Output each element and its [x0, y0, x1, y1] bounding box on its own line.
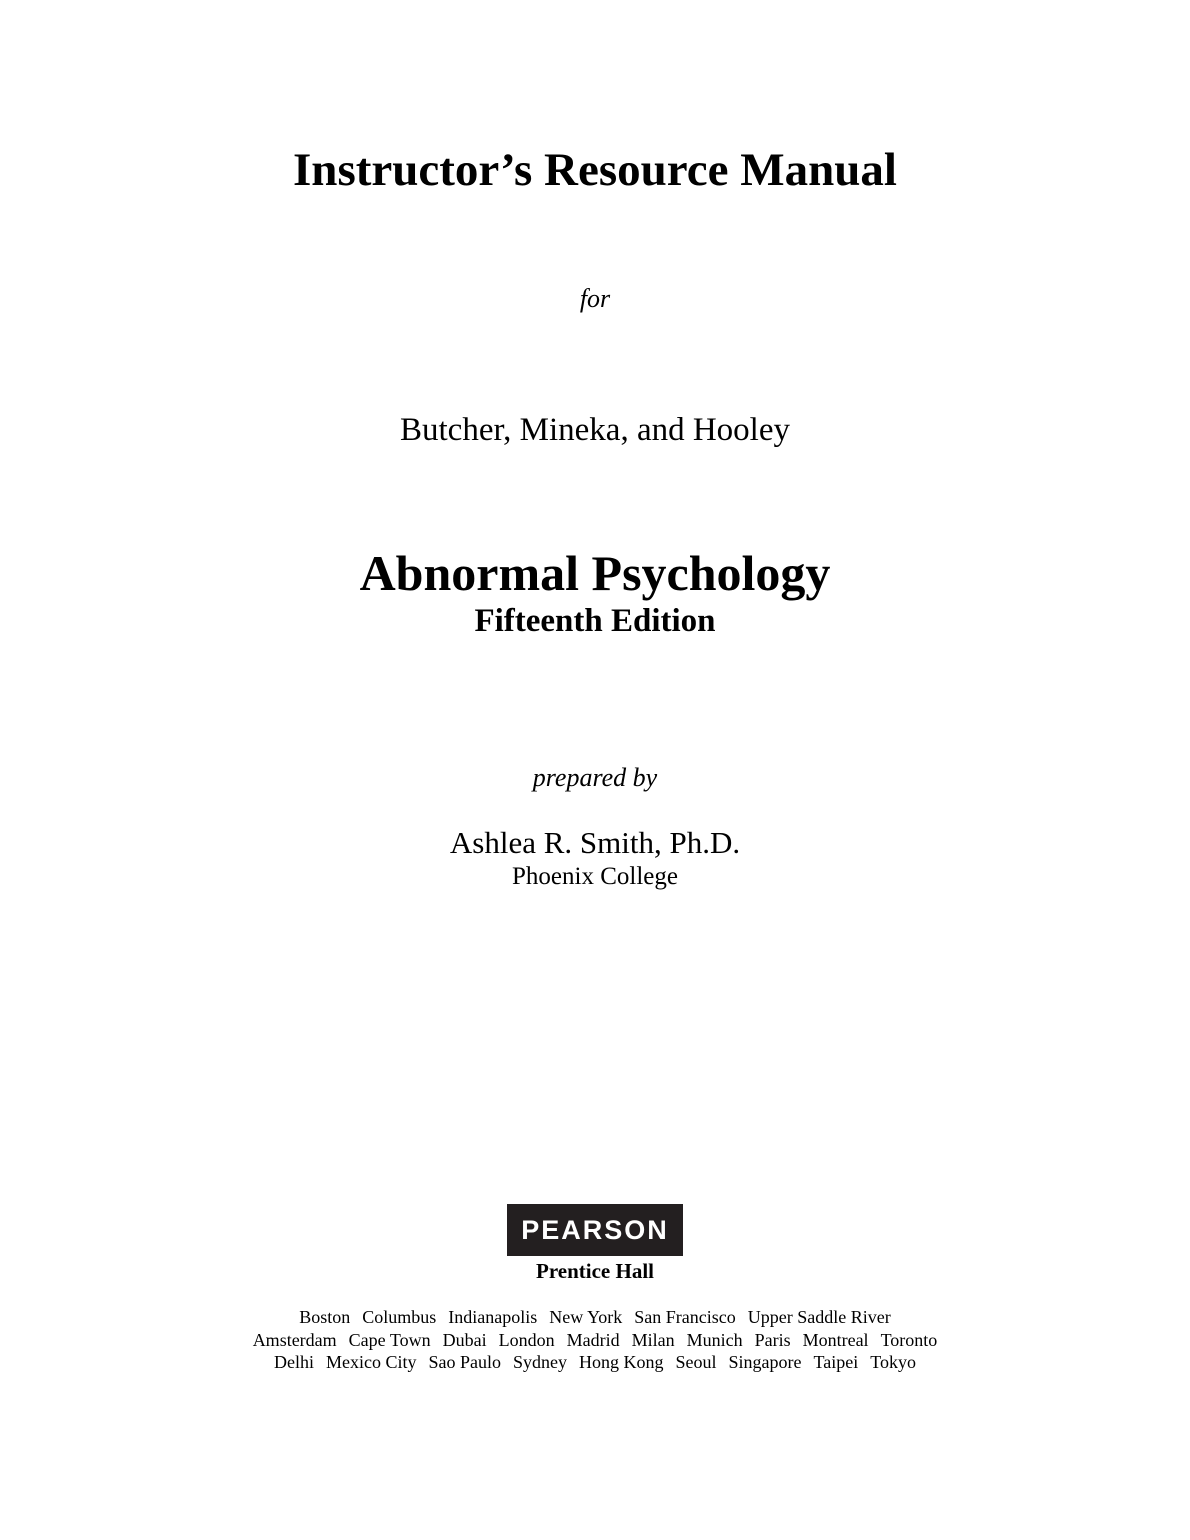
city-name: Milan: [631, 1330, 675, 1350]
city-name: Montreal: [802, 1330, 869, 1350]
city-name: Cape Town: [348, 1330, 431, 1350]
pearson-logo-text: PEARSON: [521, 1214, 669, 1245]
publisher-cities-line-3: [0, 1353, 1190, 1371]
publisher-imprint: Prentice Hall: [536, 1259, 654, 1283]
city-name: Sydney: [513, 1352, 568, 1372]
city-name: Singapore: [728, 1352, 802, 1372]
preparer-name: Ashlea R. Smith, Ph.D.: [449, 825, 741, 860]
publisher-cities-line-1: [0, 1308, 1190, 1326]
city-name: New York: [549, 1307, 623, 1327]
book-title: Abnormal Psychology: [359, 545, 831, 601]
city-name: Seoul: [675, 1352, 717, 1372]
city-name: Munich: [686, 1330, 743, 1350]
city-name: Sao Paulo: [428, 1352, 502, 1372]
preparer-college: Phoenix College: [512, 863, 678, 890]
for-text: for: [579, 284, 611, 313]
city-name: Boston: [299, 1307, 351, 1327]
city-name: Taipei: [813, 1352, 859, 1372]
manual-title: Instructor’s Resource Manual: [293, 144, 897, 196]
city-name: San Francisco: [634, 1307, 736, 1327]
city-name: Amsterdam: [252, 1330, 337, 1350]
publisher-cities-line-2: [0, 1331, 1190, 1349]
city-name: Indianapolis: [448, 1307, 538, 1327]
book-authors: Butcher, Mineka, and Hooley: [400, 412, 790, 448]
city-name: Upper Saddle River: [747, 1307, 891, 1327]
prepared-by-text: prepared by: [532, 763, 658, 792]
city-name: Madrid: [566, 1330, 620, 1350]
city-name: Dubai: [442, 1330, 487, 1350]
city-name: Mexico City: [326, 1352, 417, 1372]
city-name: Hong Kong: [579, 1352, 664, 1372]
city-name: Paris: [754, 1330, 791, 1350]
city-name: Columbus: [362, 1307, 437, 1327]
city-name: London: [498, 1330, 555, 1350]
book-edition: Fifteenth Edition: [474, 603, 716, 639]
city-name: Tokyo: [870, 1352, 916, 1372]
city-name: Delhi: [274, 1352, 314, 1372]
pearson-logo: [507, 1204, 683, 1256]
city-name: Toronto: [880, 1330, 938, 1350]
